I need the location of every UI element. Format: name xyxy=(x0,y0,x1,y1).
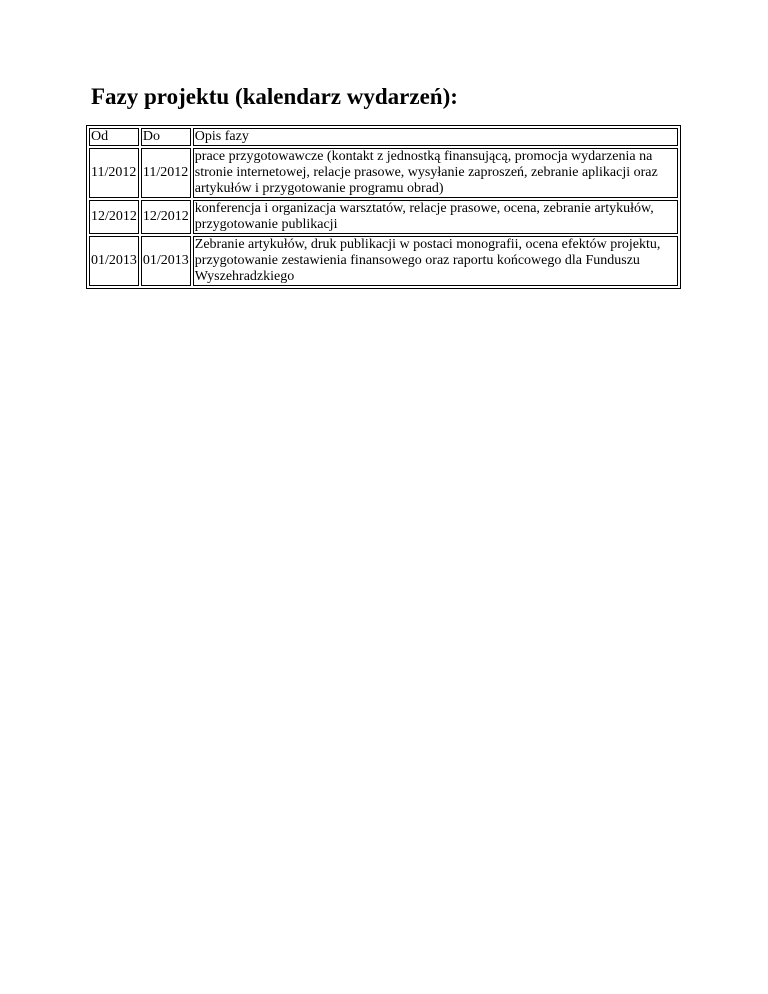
page-title: Fazy projektu (kalendarz wydarzeń): xyxy=(91,84,458,109)
cell-from: 01/2013 xyxy=(89,236,139,286)
table-row xyxy=(89,200,678,234)
cell-description: Zebranie artykułów, druk publikacji w postaci monografii, ocena efektów projektu, przygotowanie zestawienia finansowego oraz raportu końcowego dla Funduszu Wyszehradzkiego xyxy=(193,236,678,286)
cell-from: 12/2012 xyxy=(89,200,139,234)
table-header-row xyxy=(89,128,678,146)
header-to: Do xyxy=(141,128,191,146)
cell-description: konferencja i organizacja warsztatów, relacje prasowe, ocena, zebranie artykułów, przygotowanie publikacji xyxy=(193,200,678,234)
cell-to: 12/2012 xyxy=(141,200,191,234)
project-phases-table xyxy=(86,125,681,289)
header-from: Od xyxy=(89,128,139,146)
header-description: Opis fazy xyxy=(193,128,678,146)
cell-description: prace przygotowawcze (kontakt z jednostką finansującą, promocja wydarzenia na stronie internetowej, relacje prasowe, wysyłanie zaproszeń, zebranie aplikacji oraz artykułów i przygotowanie programu obrad) xyxy=(193,148,678,198)
table-row xyxy=(89,236,678,286)
cell-from: 11/2012 xyxy=(89,148,139,198)
cell-to: 11/2012 xyxy=(141,148,191,198)
table-row xyxy=(89,148,678,198)
cell-to: 01/2013 xyxy=(141,236,191,286)
